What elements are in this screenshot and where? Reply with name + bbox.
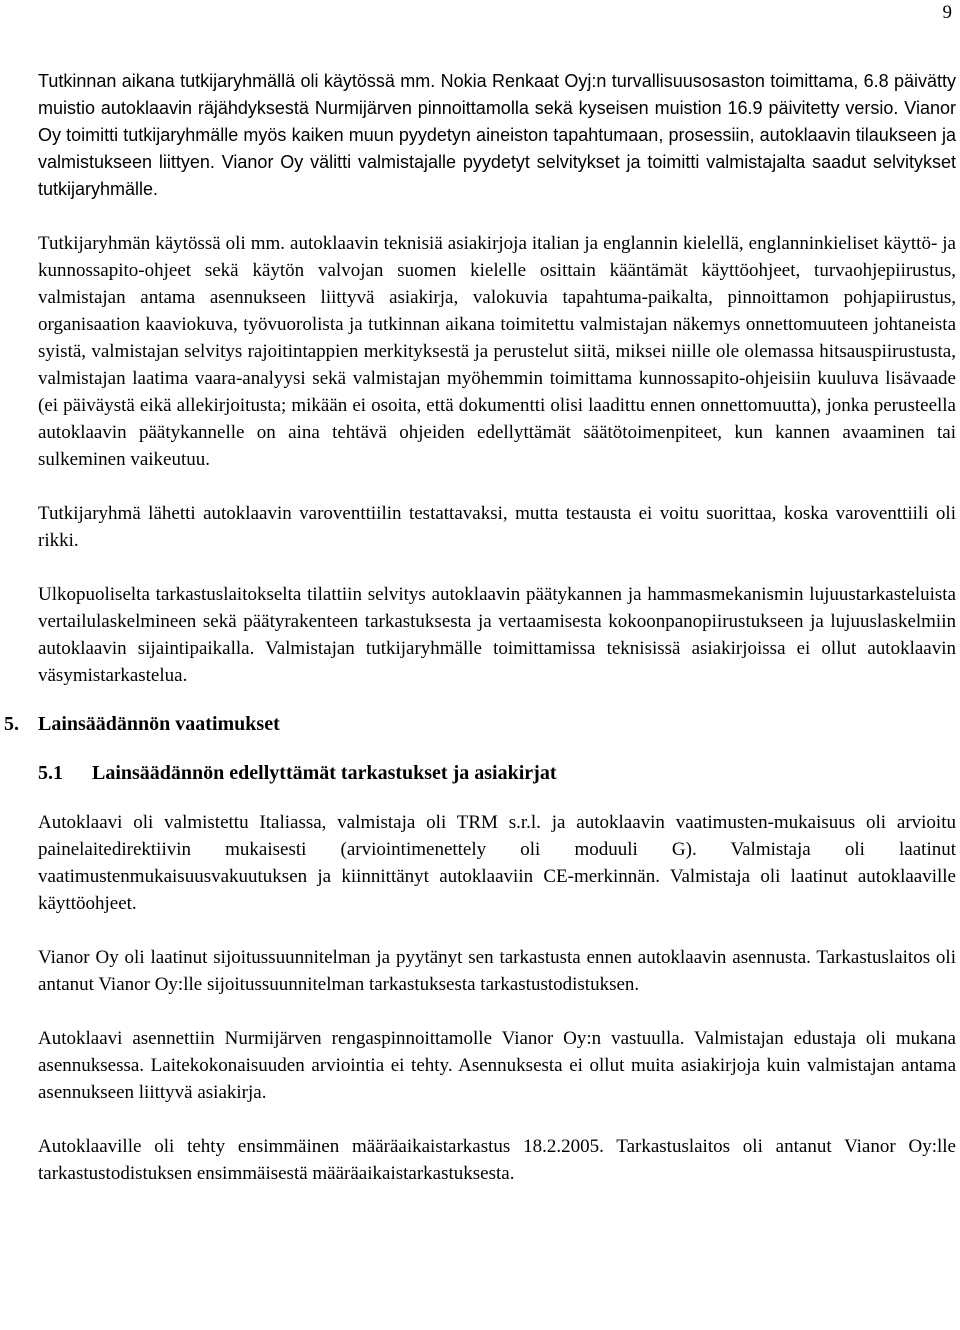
paragraph-periodic-inspection: Autoklaaville oli tehty ensimmäinen määräaikaistarkastus 18.2.2005. Tarkastuslaitos oli antanut Vianor Oy:lle tarkastustodistuksen ensimmäisestä määräaikaistarkastuksesta.	[38, 1136, 956, 1184]
paragraph-manufacturing: Autoklaavi oli valmistettu Italiassa, valmistaja oli TRM s.r.l. ja autoklaavin vaatimusten-mukaisuus oli arvioitu painelaitedirektiivin mukaisesti (arviointimenettely oli moduuli G). Valmistaja oli laatinut vaatimustenmukaisuusvakuutuksen ja kiinnittänyt autoklaaviin CE-merkinnän. Valmistaja oli laatinut autoklaaville käyttöohjeet.	[38, 812, 956, 914]
section-heading	[4, 711, 956, 738]
paragraph-installation: Autoklaavi asennettiin Nurmijärven rengaspinnoittamolle Vianor Oy:n vastuulla. Valmistajan edustaja oli mukana asennuksessa. Laitekokonaisuuden arviointia ei tehty. Asennuksesta ei ollut muita asiakirjoja kuin valmistajan antama asennukseen liittyvä asiakirja.	[38, 1028, 956, 1103]
section-title: Lainsäädännön vaatimukset	[38, 713, 280, 735]
page-number: 9	[942, 2, 952, 23]
subsection-title: Lainsäädännön edellyttämät tarkastukset ja asiakirjat	[92, 762, 557, 784]
subsection-number: 5.1	[38, 762, 63, 784]
paragraph-materials-intro: Tutkinnan aikana tutkijaryhmällä oli käytössä mm. Nokia Renkaat Oyj:n turvallisuusosaston toimittama, 6.8 päivätty muistio autoklaavin räjähdyksestä Nurmijärven pinnoittamolla sekä kyseisen muistion 16.9 päivitetty versio. Vianor Oy toimitti tutkijaryhmälle myös kaiken muun pyydetyn aineiston tapahtumaan, prosessiin, autoklaavin tilaukseen ja valmistukseen liittyen. Vianor Oy välitti valmistajalle pyydetyt selvitykset ja toimitti valmistajalta saadut selvitykset tutkijaryhmälle.	[38, 71, 956, 199]
paragraph-documents-list: Tutkijaryhmän käytössä oli mm. autoklaavin teknisiä asiakirjoja italian ja englannin kielellä, englanninkieliset käyttö- ja kunnossapito-ohjeet sekä käytön valvojan suomen kielelle osittain kääntämät käyttöohjeet, turvaohjepiirustus, valmistajan antama asennukseen liittyvä asiakirja, valokuvia tapahtuma-paikalta, pinnoittamon pohjapiirustus, organisaation kaaviokuva, työvuorolista ja tutkinnan aikana toimitettu valmistajan näkemys onnettomuuteen johtaneista syistä, valmistajan selvitys rajoitintappien merkityksestä ja perustelut siitä, miksei niille ole olemassa hitsauspiirustusta, valmistajan laatima vaara-analyysi sekä valmistajan myöhemmin toimittama kunnossapito-ohjeisiin kuuluva lisävaade (ei päiväystä eikä allekirjoitusta; mikään ei osoita, että dokumentti olisi laadittu ennen onnettomuutta), jonka perusteella autoklaavin päätykannelle on aina tehtävä ohjeiden edellyttämät säätötoimenpiteet, kun kannen avaaminen tai sulkeminen vaikeutuu.	[38, 233, 956, 470]
paragraph-valve-test: Tutkijaryhmä lähetti autoklaavin varoventtiilin testattavaksi, mutta testausta ei voitu suorittaa, koska varoventtiili oli rikki.	[38, 503, 956, 551]
section-number: 5.	[4, 713, 19, 735]
subsection-heading	[38, 760, 956, 787]
document-body	[4, 68, 956, 1187]
paragraph-placement-plan: Vianor Oy oli laatinut sijoitussuunnitelman ja pyytänyt sen tarkastusta ennen autoklaavin asennusta. Tarkastuslaitos oli antanut Vianor Oy:lle sijoitussuunnitelman tarkastuksesta tarkastustodistuksen.	[38, 947, 956, 995]
paragraph-external-inspection: Ulkopuoliselta tarkastuslaitokselta tilattiin selvitys autoklaavin päätykannen ja hammasmekanismin lujuustarkasteluista vertailulaskelmineen sekä päätyrakenteen tarkastuksesta ja vertaamisesta kokoonpanopiirustukseen ja lujuuslaskelmiin autoklaavin sijaintipaikalla. Valmistajan tutkijaryhmälle toimittamissa teknisissä asiakirjoissa ei ollut autoklaavin väsymistarkastelua.	[38, 584, 956, 686]
